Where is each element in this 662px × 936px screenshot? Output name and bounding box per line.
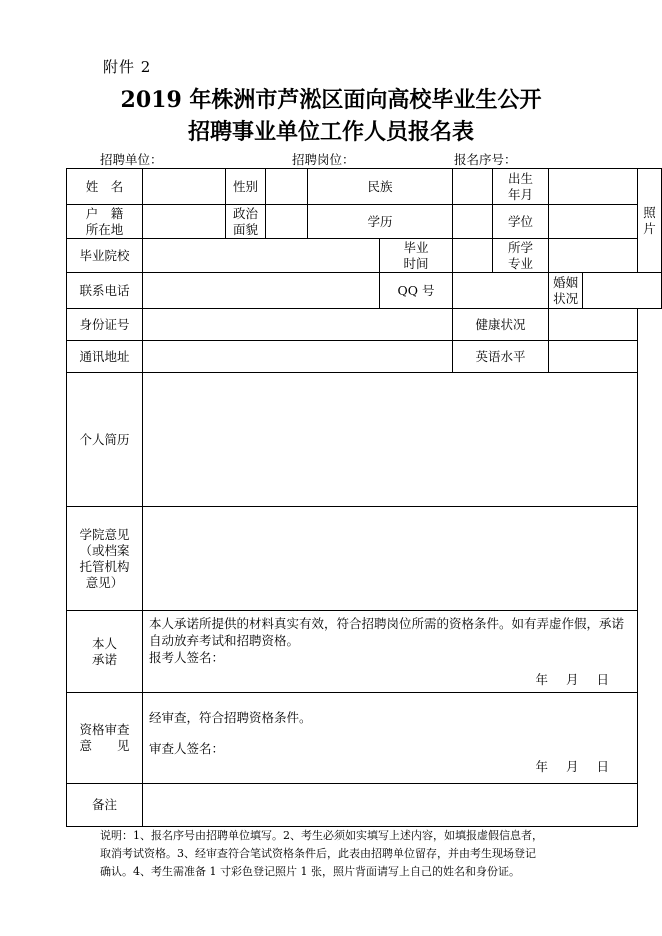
- marital-status-field[interactable]: [583, 273, 662, 309]
- ethnicity-label: 民族: [308, 169, 453, 205]
- review-signature-label: 审查人签名：: [149, 741, 225, 756]
- degree-field[interactable]: [549, 205, 638, 239]
- pledge-label: 本人 承诺: [67, 611, 143, 693]
- hukou-field[interactable]: [143, 205, 226, 239]
- pledge-signature-label: 报考人签名：: [149, 650, 225, 665]
- id-number-field[interactable]: [143, 309, 453, 341]
- qq-label: QQ 号: [380, 273, 453, 309]
- health-field[interactable]: [549, 309, 638, 341]
- school-field[interactable]: [143, 239, 380, 273]
- major-field[interactable]: [549, 239, 638, 273]
- remarks-field[interactable]: [143, 784, 638, 827]
- review-text: 经审查，符合招聘资格条件。: [149, 710, 312, 725]
- review-opinion-field[interactable]: [143, 693, 638, 784]
- ethnicity-field[interactable]: [453, 169, 493, 205]
- qq-field[interactable]: [453, 273, 549, 309]
- id-number-label: 身份证号: [67, 309, 143, 341]
- notes-line2: 取消考试资格。3、经审查符合笔试资格条件后，此表由招聘单位留存，并由考生现场登记: [100, 847, 536, 860]
- attachment-label: 附件 2: [103, 58, 152, 76]
- marital-status-label: 婚姻 状况: [549, 273, 583, 309]
- resume-label: 个人简历: [67, 373, 143, 507]
- photo-box[interactable]: 照片: [638, 169, 662, 273]
- notes-line1: 说明：1、报名序号由招聘单位填写。2、考生必须如实填写上述内容，如填报虚假信息者，: [100, 829, 543, 842]
- political-status-label: 政治 面貌: [226, 205, 266, 239]
- resume-field[interactable]: [143, 373, 638, 507]
- hukou-label: 户 籍 所在地: [67, 205, 143, 239]
- degree-label: 学位: [493, 205, 549, 239]
- gender-label: 性别: [226, 169, 266, 205]
- pledge-date: 年 月 日: [535, 672, 609, 687]
- education-field[interactable]: [453, 205, 493, 239]
- notes-line3: 确认。4、考生需准备 1 寸彩色登记照片 1 张，照片背面请写上自己的姓名和身份证。: [100, 865, 520, 878]
- college-opinion-label: 学院意见 （或档案 托管机构 意见）: [67, 507, 143, 611]
- gender-field[interactable]: [266, 169, 308, 205]
- health-label: 健康状况: [453, 309, 549, 341]
- review-date: 年 月 日: [535, 759, 609, 774]
- registration-form-table: [66, 168, 662, 827]
- political-status-field[interactable]: [266, 205, 308, 239]
- form-title-line1: 2019 年株洲市芦淞区面向高校毕业生公开: [120, 87, 542, 113]
- graduation-time-label: 毕业 时间: [380, 239, 453, 273]
- review-opinion-label: 资格审查 意 见: [67, 693, 143, 784]
- recruiting-position-label: 招聘岗位：: [292, 152, 355, 167]
- english-level-field[interactable]: [549, 341, 638, 373]
- english-level-label: 英语水平: [453, 341, 549, 373]
- pledge-text: 本人承诺所提供的材料真实有效，符合招聘岗位所需的资格条件。如有弄虚作假，承诺自动放弃考试和招聘资格。: [149, 616, 625, 648]
- school-label: 毕业院校: [67, 239, 143, 273]
- graduation-time-field[interactable]: [453, 239, 493, 273]
- birth-date-label: 出生 年月: [493, 169, 549, 205]
- address-label: 通讯地址: [67, 341, 143, 373]
- form-title-line2: 招聘事业单位工作人员报名表: [187, 119, 474, 145]
- pledge-field[interactable]: [143, 611, 638, 693]
- recruiting-unit-label: 招聘单位：: [100, 152, 163, 167]
- major-label: 所学 专业: [493, 239, 549, 273]
- education-label: 学历: [308, 205, 453, 239]
- registration-serial-label: 报名序号：: [454, 152, 517, 167]
- address-field[interactable]: [143, 341, 453, 373]
- phone-field[interactable]: [143, 273, 380, 309]
- remarks-label: 备注: [67, 784, 143, 827]
- name-label: 姓 名: [67, 169, 143, 205]
- college-opinion-field[interactable]: [143, 507, 638, 611]
- birth-date-field[interactable]: [549, 169, 638, 205]
- name-field[interactable]: [143, 169, 226, 205]
- phone-label: 联系电话: [67, 273, 143, 309]
